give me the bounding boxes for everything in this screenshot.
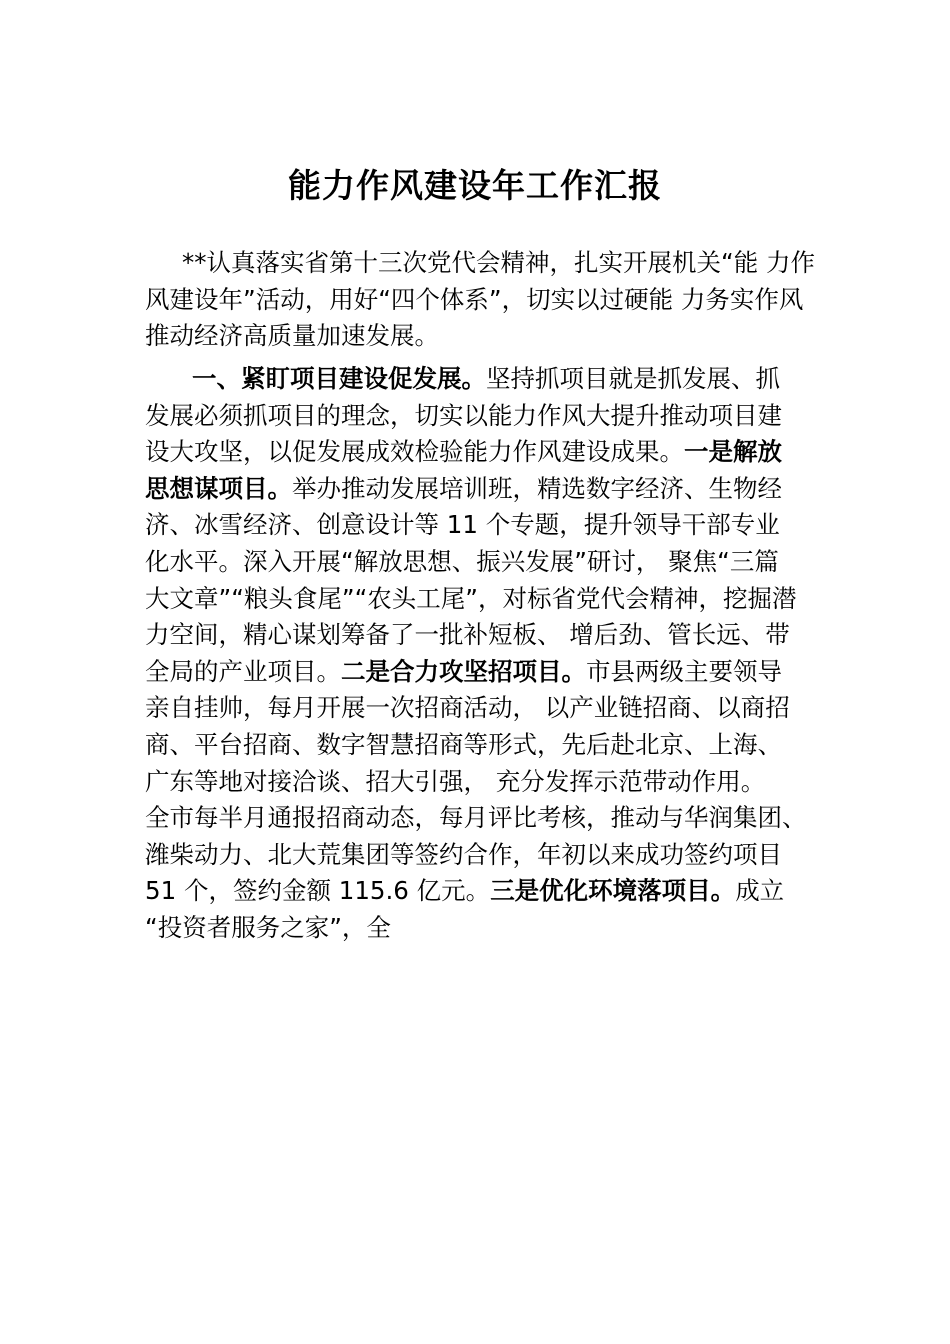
section-line: 化水平。深入开展“解放思想、振兴发展”研讨， 聚焦“三篇 [145, 546, 779, 576]
section-line: 济、冰雪经济、创意设计等 11 个专题，提升领导干部专业 [145, 510, 780, 540]
body-text: 坚持抓项目就是抓发展、抓 [486, 364, 780, 393]
body-text: 成立 [735, 876, 785, 906]
body-text: 举办推动发展培训班，精选数字经济、生物经 [292, 473, 782, 503]
section-line: “投资者服务之家”，全 [145, 912, 391, 942]
subheading: 思想谋项目。 [145, 473, 292, 503]
intro-line: **认真落实省第十三次党代会精神，扎实开展机关“能 力作 [182, 248, 815, 277]
intro-paragraph [145, 245, 845, 355]
section-line: 商、平台招商、数字智慧招商等形式，先后赴北京、上海、 [145, 729, 782, 759]
section-heading: 一、紧盯项目建设促发展。 [192, 364, 486, 393]
section-line: 亲自挂帅，每月开展一次招商活动， 以产业链招商、以商招 [145, 693, 790, 723]
body-text: 全局的产业项目。 [145, 656, 341, 686]
body-text: 设大攻坚，以促发展成效检验能力作风建设成果。 [145, 437, 684, 467]
body-text: 51 个，签约金额 115.6 亿元。 [145, 876, 491, 906]
intro-line: 推动经济高质量加速发展。 [145, 321, 439, 351]
document-title: 能力作风建设年工作汇报 [288, 166, 662, 205]
intro-line: 风建设年”活动，用好“四个体系”，切实以过硬能 力务实作风 [145, 284, 804, 314]
section-line: 大文章”“粮头食尾”“农头工尾”，对标省党代会精神，挖掘潜 [145, 583, 797, 613]
section-line: 潍柴动力、北大荒集团等签约合作，年初以来成功签约项目 [145, 839, 782, 869]
section-line: 发展必须抓项目的理念，切实以能力作风大提升推动项目建 [145, 400, 782, 430]
section-1-paragraph [145, 361, 845, 947]
section-line: 力空间，精心谋划筹备了一批补短板、 增后劲、管长远、带 [145, 620, 790, 650]
subheading: 一是解放 [684, 437, 782, 467]
section-line [145, 873, 845, 910]
section-line: 广东等地对接洽谈、招大引强， 充分发挥示范带动作用。 [145, 766, 766, 796]
subheading: 三是优化环境落项目。 [490, 876, 736, 906]
section-line [145, 654, 845, 691]
subheading: 二是合力攻坚招项目。 [341, 656, 586, 686]
body-text: 市县两级主要领导 [586, 656, 782, 686]
section-line [145, 361, 845, 398]
section-line: 全市每半月通报招商动态，每月评比考核，推动与华润集团、 [145, 803, 807, 833]
section-line [145, 434, 845, 471]
section-line [145, 471, 845, 508]
